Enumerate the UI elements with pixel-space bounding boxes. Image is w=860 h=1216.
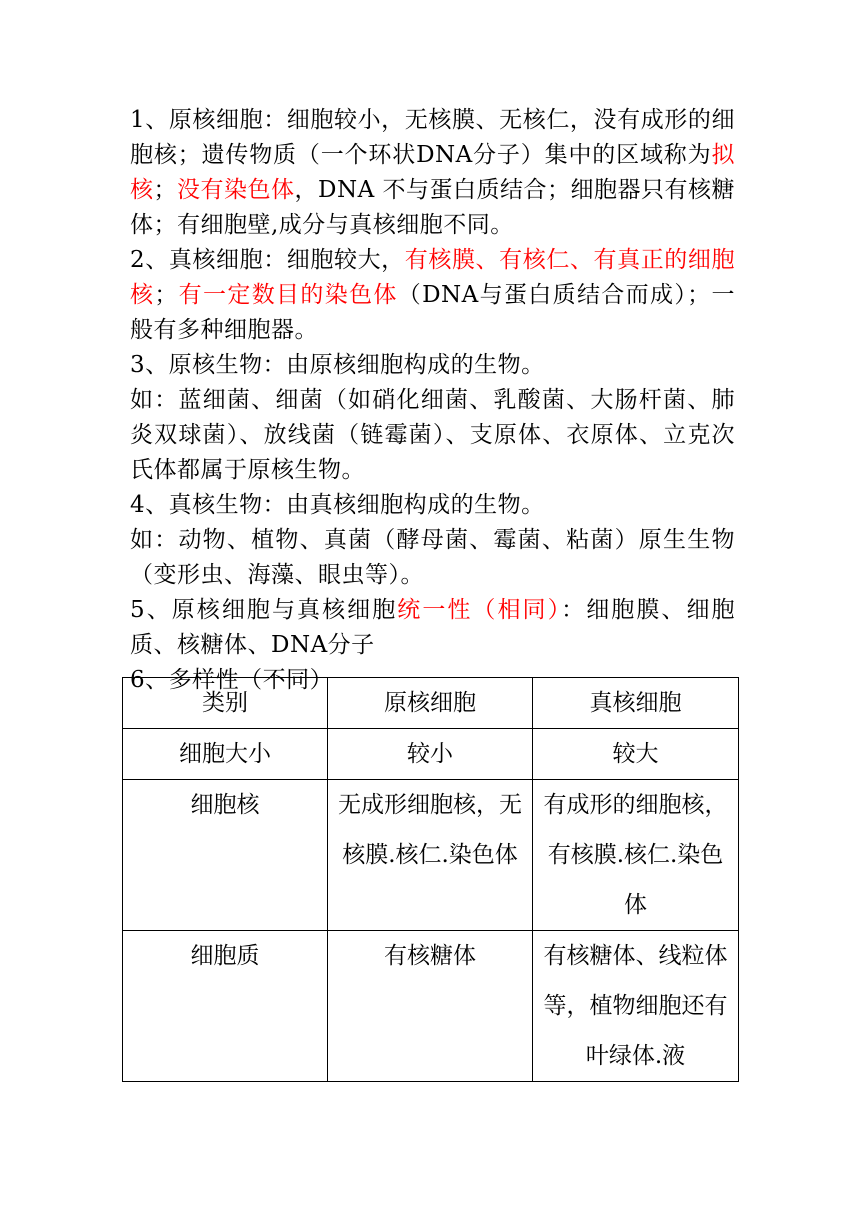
- comparison-table: [122, 677, 739, 1082]
- text-segment: 1、原核细胞：细胞较小，无核膜、无核仁，没有成形的细胞核；遗传物质（一个环状DNA分子）集中的区域称为: [130, 107, 735, 168]
- text-segment: ：细胞膜、细胞质、核糖体、DNA分子: [130, 597, 736, 658]
- paragraph-prokaryote: [130, 348, 735, 383]
- text-segment: 如：蓝细菌、细菌（如硝化细菌、乳酸菌、大肠杆菌、肺炎双球菌）、放线菌（链霉菌）、支原体、衣原体、立克次氏体都属于原核生物。: [130, 387, 735, 483]
- text-segment: ；: [154, 282, 178, 308]
- table-row: [123, 780, 739, 931]
- table-cell: 细胞质: [123, 931, 328, 1082]
- document-body: [130, 103, 735, 698]
- highlight-unity: 统一性（相同）: [397, 597, 562, 623]
- text-segment: 5、原核细胞与真核细胞: [130, 597, 398, 623]
- table-row: [123, 931, 739, 1082]
- paragraph-eukaryotic-cell: [130, 243, 735, 348]
- table-cell: 有核糖体: [328, 931, 533, 1082]
- table-header-cell: 原核细胞: [328, 678, 533, 729]
- paragraph-prokaryote-examples: [130, 383, 735, 488]
- table-cell: 有成形的细胞核，有核膜.核仁.染色体: [533, 780, 739, 931]
- text-segment: （DNA与蛋白质结合而成）；一般有多种细胞器。: [130, 282, 736, 343]
- highlight-no-chromosome: 没有染色体: [177, 177, 295, 203]
- table-header-cell: 类别: [123, 678, 328, 729]
- table-cell: 无成形细胞核，无核膜.核仁.染色体: [328, 780, 533, 931]
- text-segment: 4、真核生物：由真核细胞构成的生物。: [130, 492, 545, 518]
- text-segment: ；: [153, 177, 177, 203]
- paragraph-prokaryotic-cell: [130, 103, 735, 243]
- table-header-cell: 真核细胞: [533, 678, 739, 729]
- text-segment: ，DNA 不与蛋白质结合；细胞器只有核糖体；有细胞壁,成分与真核细胞不同。: [130, 177, 735, 238]
- table-row: [123, 729, 739, 780]
- paragraph-eukaryote: [130, 488, 735, 523]
- highlight-nucleoid: 拟核: [130, 142, 735, 203]
- highlight-true-nucleus: 有核膜、有核仁、有真正的细胞核: [130, 247, 735, 308]
- table-header-row: [123, 678, 739, 729]
- table-cell: 细胞核: [123, 780, 328, 931]
- text-segment: 3、原核生物：由原核细胞构成的生物。: [130, 352, 545, 378]
- text-segment: 6、多样性（不同）: [130, 667, 334, 693]
- highlight-chromosomes: 有一定数目的染色体: [177, 282, 398, 308]
- table-cell: 细胞大小: [123, 729, 328, 780]
- table-cell: 较小: [328, 729, 533, 780]
- text-segment: 2、真核细胞：细胞较大，: [130, 247, 405, 273]
- paragraph-eukaryote-examples: [130, 523, 735, 593]
- text-segment: 如：动物、植物、真菌（酵母菌、霉菌、粘菌）原生生物（变形虫、海藻、眼虫等）。: [130, 527, 735, 588]
- paragraph-unity: [130, 593, 735, 663]
- table-cell: 较大: [533, 729, 739, 780]
- table-cell: 有核糖体、线粒体等，植物细胞还有叶绿体.液: [533, 931, 739, 1082]
